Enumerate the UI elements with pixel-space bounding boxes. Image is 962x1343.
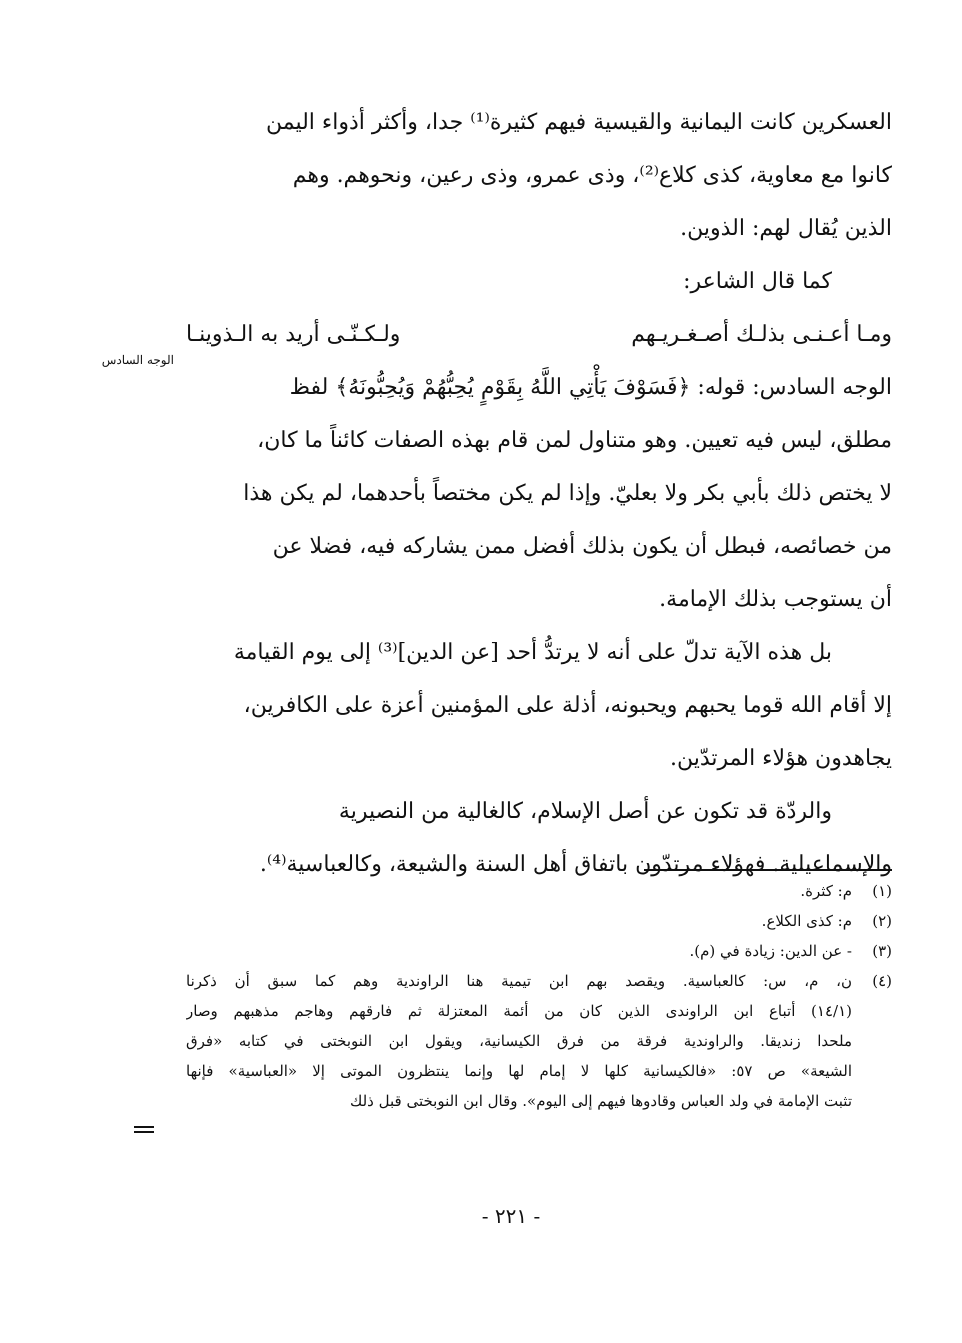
body-line: العسكرين كانت اليمانية والقيسية فيهم كثيرة⁽¹⁾ جدا، وأكثر أذواء اليمن	[265, 110, 892, 135]
body-line: كما قال الشاعر:	[683, 269, 832, 294]
footnotes	[186, 876, 892, 1116]
footnote-line: ملحدا زنديقا. والراوندية فرقة من فرق الكيسانية، ويقول ابن النوبختى في كتابه «فرق	[186, 1032, 852, 1050]
footnote	[186, 876, 892, 906]
body-line: يجاهدون هؤلاء المرتدّين.	[669, 746, 892, 771]
main-text	[186, 96, 892, 891]
body-line: والإسماعيلية. فهؤلاء مرتدّون باتفاق أهل السنة والشيعة، وكالعباسية⁽⁴⁾.	[259, 852, 892, 877]
footnote-number: (٤)	[872, 972, 892, 990]
verse-second-hemistich: ولـكـنّـى أريد به الـذوينـا	[186, 322, 401, 347]
footnote-number: (٢)	[872, 912, 892, 930]
body-line: إلا أقام الله قوما يحبهم ويحبونه، أذلة على المؤمنين أعزة على الكافرين،	[243, 693, 892, 718]
footnote-line: ن، م، س: كالعباسية. ويقصد بهم ابن تيمية هنا الراوندية وهم كما سبق أن ذكرنا	[186, 972, 852, 990]
body-line: الذين يُقال لهم: الذوين.	[680, 216, 892, 241]
footnote-number: (١)	[872, 882, 892, 900]
body-line: كانوا مع معاوية، كذى كلاع⁽²⁾، وذى عمرو، وذى رعين، ونحوهم. وهم	[292, 163, 892, 188]
body-line: أن يستوجب بذلك الإمامة.	[659, 587, 892, 612]
body-line: والردّة قد تكون عن أصل الإسلام، كالغالية من النصيرية	[338, 799, 832, 824]
body-line: من خصائصه، فبطل أن يكون بذلك أفضل ممن يشاركه فيه، فضلا عن	[272, 534, 892, 559]
footnote-text	[186, 966, 892, 1116]
footnote-separator	[644, 869, 892, 871]
footnote-line: تثبت الإمامة في ولد العباس وقادوها فيهم إلى اليوم». وقال ابن النوبختى قبل ذلك	[349, 1092, 852, 1110]
footnote-line: الشيعة» ص ٥٧: «فالكيسانية كلها لا إمام لها وإنما ينتظرون الموتى إلا «العباسية» فإنها	[186, 1062, 852, 1080]
footnote-text: م: كثرة.	[800, 882, 852, 900]
footnote-text: م: كذى الكلاع.	[761, 912, 852, 930]
footnote	[186, 936, 892, 966]
footnote-number: (٣)	[872, 942, 892, 960]
body-line: لا يختص ذلك بأبي بكر ولا بعليّ. وإذا لم يكن مختصاً بأحدهما، لم يكن هذا	[243, 481, 892, 506]
footnote-text: - عن الدين: زيادة في (م).	[689, 942, 852, 960]
poetry-verse	[186, 308, 892, 361]
body-line: بل هذه الآية تدلّ على أنه لا يرتدُّ أحد [عن الدين]⁽³⁾ إلى يوم القيامة	[233, 640, 832, 665]
verse-first-hemistich: ومـا أعـنـى بذلـك أصـغـريـهم	[631, 322, 892, 347]
footnote-line: (١٤/١) أتباع ابن الراوندى الذين كان من أئمة المعتزلة ثم فارقهم وهاجم مذهبهم وصار	[186, 1002, 852, 1020]
footnote	[186, 906, 892, 936]
margin-note: الوجه السادس	[101, 353, 174, 367]
body-line: الوجه السادس: قوله: ﴿فَسَوْفَ يَأْتِي اللَّهُ بِقَوْمٍ يُحِبُّهُمْ وَيُحِبُّونَهُ﴾ لفظ	[289, 375, 892, 400]
body-line: مطلق، ليس فيه تعيين. وهو متناول لمن قام بهذه الصفات كائناً ما كان،	[257, 428, 892, 453]
footnote	[186, 966, 892, 1116]
continuation-mark-icon	[134, 1126, 154, 1136]
page-number: - ٢٢١ -	[481, 1204, 541, 1228]
